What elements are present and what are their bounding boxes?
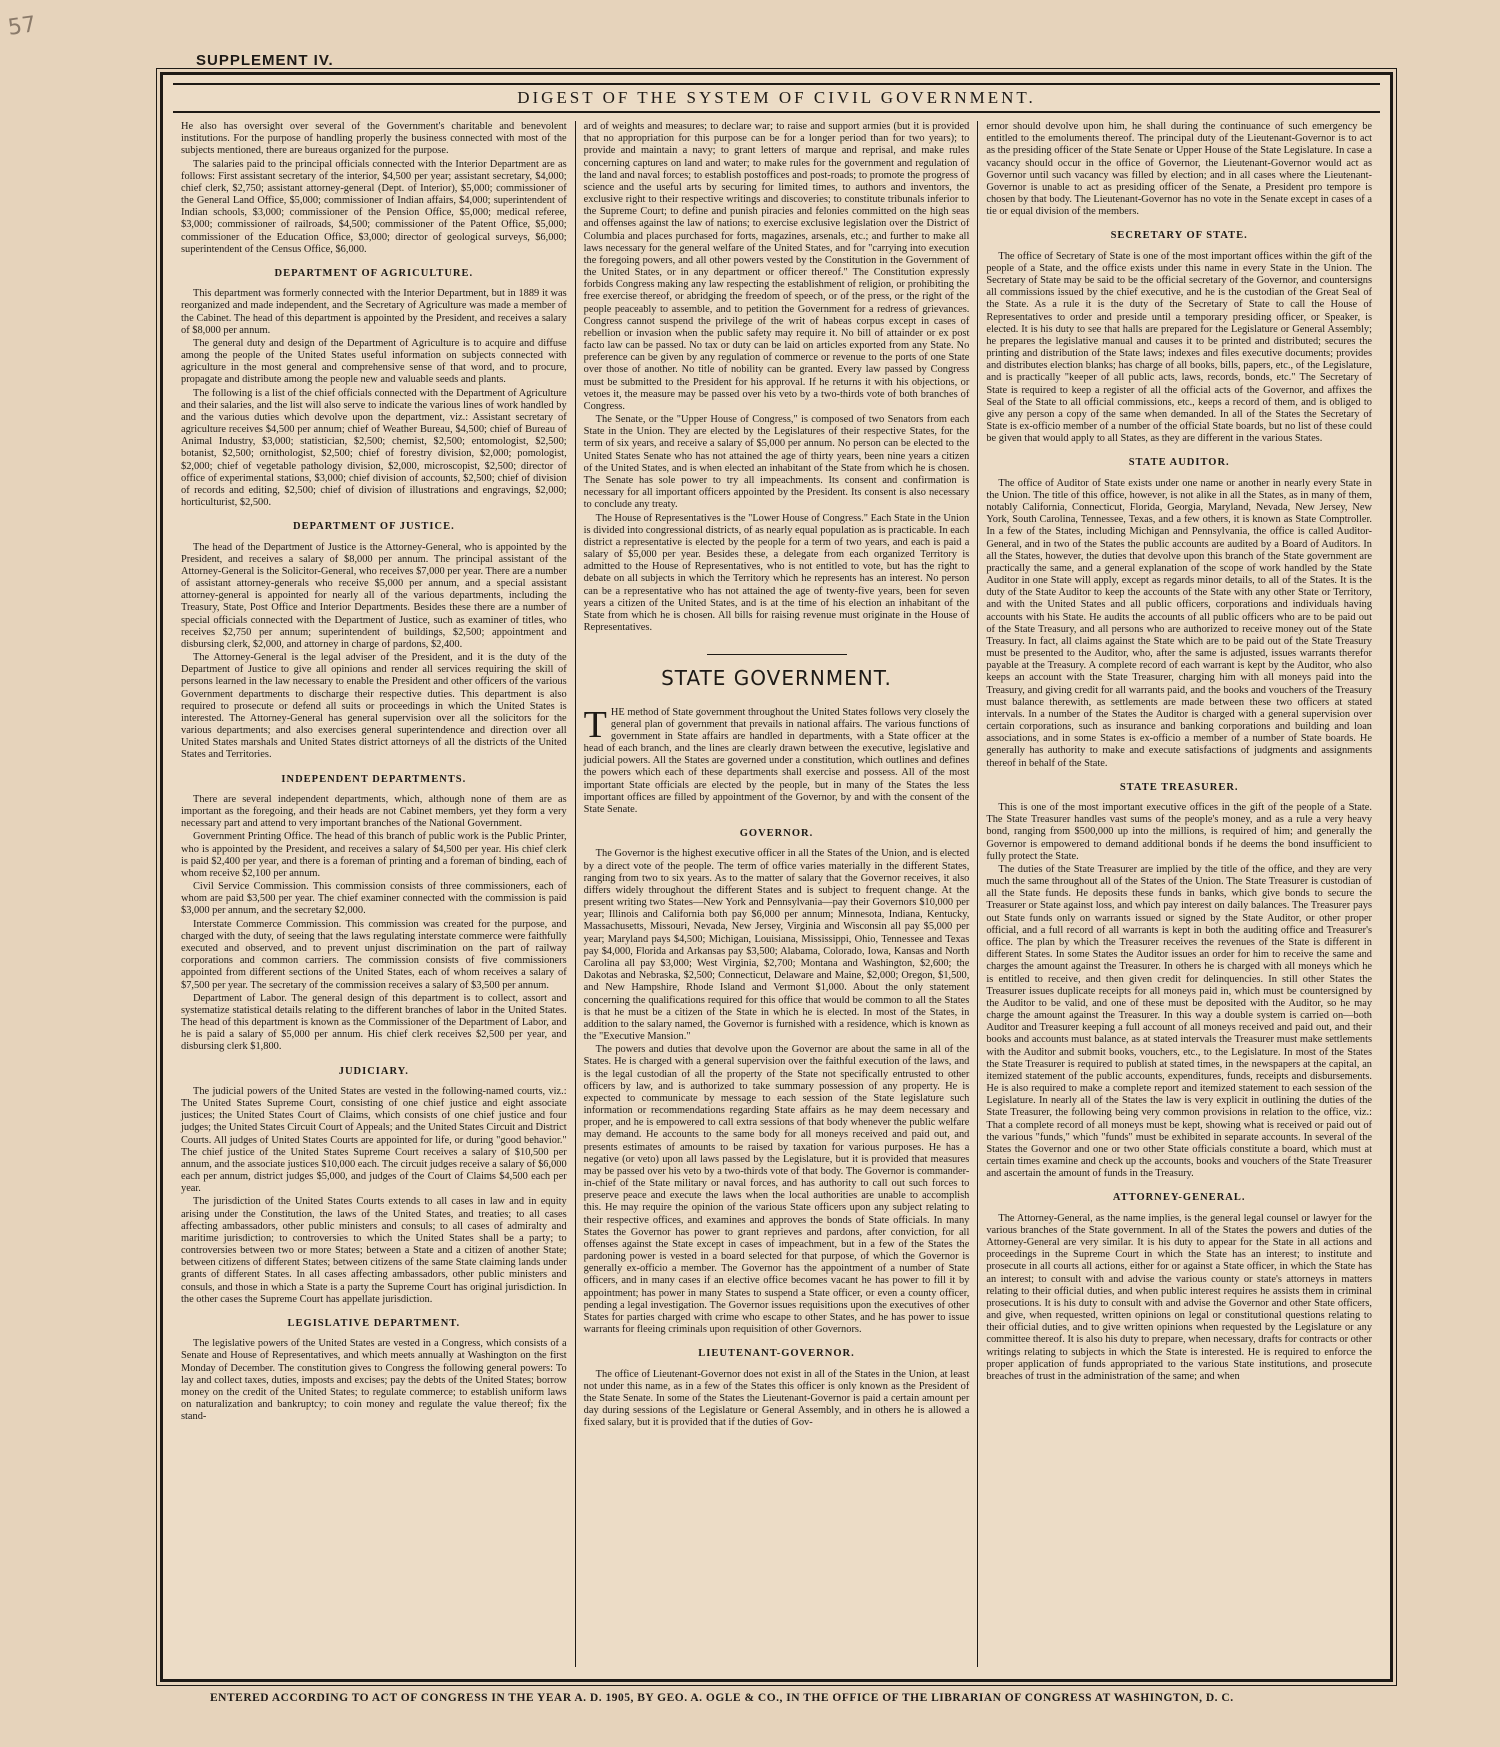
section-heading: LIEUTENANT-GOVERNOR.	[698, 1348, 855, 1360]
masthead-title: DIGEST OF THE SYSTEM OF CIVIL GOVERNMENT.	[173, 83, 1380, 113]
paragraph: The House of Representatives is the "Lower House of Congress." Each State in the Union is divided into congressional districts, of as nearly equal population as is practicable. In each district a representative is elected by the people for a term of two years, and each is paid a salary of $5,000 per year. Besides these, a delegate from each organized Territory is admitted to the House of Representatives, who is not entitled to vote, but has the right to debate on all subjects in which the Territory which he represents has an interest. No person can be a representative who has not attained the age of twenty-five years, been for seven years a citizen of the United States, and is at the time of his election an inhabitant of the State from which he is chosen. All bills for raising revenue must originate in the House of Representatives.	[583, 512, 970, 634]
state-government-header	[584, 654, 970, 690]
paragraph: The office of Lieutenant-Governor does not exist in all of the States in the Union, at least not under this name, as in a few of the States this officer is only known as the President of the State Senate. In some of the States the Lieutenant-Governor is paid a certain amount per day during sessions of the Legislature or General Assembly, and in others he is allowed a fixed salary, but it is provided that if the duties of Gov-	[583, 1368, 970, 1429]
paragraph: ernor should devolve upon him, he shall during the continuance of such emergency be entitled to the emoluments thereof. The principal duty of the Lieutenant-Governor is to act as the presiding officer of the State Senate or Upper House of the State Legislature. In case a vacancy should occur in the office of Governor, the Lieutenant-Governor would act as Governor until such vacancy was filled by election; and in all cases where the Lieutenant-Governor is unable to act as presiding officer of the Senate, a President pro tempore is chosen by that body. The Lieutenant-Governor has no vote in the Senate except in cases of a tie or equal division of the members.	[986, 121, 1373, 218]
column-1	[173, 121, 575, 1667]
margin-pencil-mark: 57	[6, 12, 38, 41]
section-heading: INDEPENDENT DEPARTMENTS.	[281, 773, 467, 785]
paragraph: The Governor is the highest executive officer in all the States of the Union, and is elected by a direct vote of the people. The term of office varies materially in the different States, ranging from two to six years. As to the matter of salary that the Governor receives, it also differs widely throughout the different States and is subject to frequent change. At the present writing two States—New York and Pennsylvania—pay their Governors $10,000 per year; Illinois and California both pay $6,000 per annum; Minnesota, Indiana, Kentucky, Massachusetts, Missouri, Nevada, New Jersey, Virginia and Wisconsin all pay $5,000 per year; Maryland pays $4,500; Michigan, Louisiana, Mississippi, Ohio, Tennessee and Texas pay $4,000, Florida and Arkansas pay $3,500; Alabama, Colorado, Iowa, Kansas and North Carolina all pay $3,000; West Virginia, $2,700; Montana and Washington, $2,600; the Dakotas and Nebraska, $2,500; Connecticut, Delaware and Maine, $2,000; Oregon, $1,500, and New Hampshire, Rhode Island and Vermont $1,000. About the only statement concerning the qualifications required for this office that would be common to all the States is that he must be a citizen of the State in which he is elected. In most of the States, in addition to the salary named, the Governor is furnished with a residence, which is known as the "Executive Mansion."	[583, 848, 970, 1043]
section-heading: ATTORNEY-GENERAL.	[1112, 1192, 1246, 1204]
paragraph: He also has oversight over several of the Government's charitable and benevolent institutions. For the purpose of handling properly the business connected with most of the subjects mentioned, there are bureaus organized for the purpose.	[181, 121, 567, 157]
paragraph: Interstate Commerce Commission. This commission was created for the purpose, and charged with the duty, of seeing that the laws regulating interstate commerce were faithfully executed and observed, and to prevent unjust discrimination on the part of railway corporations and common carriers. The commission consists of five commissioners appointed from different sections of the United States, each of whom receives a salary of $7,500 per year. The secretary of the commission receives a salary of $3,500 per annum.	[181, 918, 567, 991]
intro-paragraph	[583, 703, 970, 817]
column-3	[977, 121, 1380, 1667]
column-2	[575, 121, 978, 1667]
section-heading: DEPARTMENT OF AGRICULTURE.	[274, 267, 474, 279]
text-columns	[173, 121, 1380, 1667]
section-heading: JUDICIARY.	[338, 1065, 409, 1077]
drop-cap: T	[583, 703, 607, 746]
paragraph: ard of weights and measures; to declare war; to raise and support armies (but it is provided that no appropriation for this purpose can be for a longer period than for two years); to provide and maintain a navy; to grant letters of marque and reprisal, and make rules concerning captures on land and water; to make rules for the government and regulation of the land and naval forces; to establish postoffices and post-roads; to promote the progress of science and the useful arts by securing for limited times, to authors and inventors, the exclusive right to their respective writings and discoveries; to constitute tribunals inferior to the Supreme Court; to define and punish piracies and felonies committed on the high seas and offenses against the law of nations; to exercise exclusive legislation over the District of Columbia and places purchased for forts, magazines, arsenals, etc.; and further to make all laws necessary for the general welfare of the United States, and for "carrying into execution the foregoing powers, and all other powers vested by the Constitution in the Government of the United States, or in any department or officer thereof." The Constitution expressly forbids Congress making any law respecting the establishment of religion, or prohibiting the free exercise thereof, or abridging the freedom of speech, or of the press, or the right of the people peaceably to assemble, and to petition the Government for a redress of grievances. Congress cannot suspend the privilege of the writ of habeas corpus except in cases of rebellion or invasion when the public safety may require it. No bill of attainder or ex post facto law can be passed. No tax or duty can be laid on articles exported from any State. No preference can be given by any regulation of commerce or revenue to the ports of one State over those of another. No title of nobility can be granted. Every law passed by Congress must be submitted to the President for his approval. If he returns it with his objections, or vetoes it, the measure may be passed over his veto by a two-thirds vote of both branches of Congress.	[583, 121, 970, 412]
paragraph: The legislative powers of the United States are vested in a Congress, which consists of a Senate and House of Representatives, and which meets annually at Washington on the first Monday of December. The constitution gives to Congress the following general powers: To lay and collect taxes, duties, imposts and excises; pay the debts of the United States; borrow money on the credit of the United States; to regulate commerce; to establish uniform laws on naturalization and bankruptcy; to coin money and regulate the value thereof; fix the stand-	[181, 1338, 567, 1423]
paragraph: Department of Labor. The general design of this department is to collect, assort and systematize statistical details relating to the different branches of labor in the United States. The head of this department is known as the Commissioner of the Department of Labor, and he is paid a salary of $5,000 per annum. His chief clerk receives $2,500 per year, and disbursing clerk $1,800.	[181, 992, 567, 1053]
paragraph: The powers and duties that devolve upon the Governor are about the same in all of the States. He is charged with a general supervision over the faithful execution of the laws, and is the legal custodian of all the property of the State not specifically entrusted to other officers by law, and is authorized to take summary possession of any property. He is expected to communicate by message to each session of the State legislature such information or recommendations regarding State affairs as he may deem necessary and proper, and he is empowered to call extra sessions of that body whenever the public welfare may demand. He accounts to the same body for all moneys received and paid out, and presents estimates of amounts to be raised by taxation for various purposes. He has a negative (or veto) upon all laws passed by the Legislature, but it is provided that measures may be passed over his veto by a two-thirds vote of that body. The Governor is commander-in-chief of the State military or naval forces, and has authority to call out such forces to preserve peace and execute the laws when the local authorities are unable to accomplish this. He may require the opinion of the various State officers upon any subject relating to their respective offices, and examines and approves the bonds of State officials. In many States the Governor has power to grant reprieves and pardons, after conviction, for all offenses against the State except in cases of impeachment, but in a few of the States the pardoning power is vested in a board selected for that purpose, of which the Governor is generally ex-officio a member. The Governor has the appointment of a number of State officers, and in many cases if an elective office becomes vacant he has power to fill it by appointment; has power in many States to suspend a State officer, or even a county officer, pending a legal investigation. The Governor issues requisitions upon the executives of other States for parties charged with crime who escape to other States, and he has power to issue warrants for fleeing criminals upon requisition of other Governors.	[583, 1044, 970, 1336]
copyright-footer: ENTERED ACCORDING TO ACT OF CONGRESS IN THE YEAR A. D. 1905, BY GEO. A. OGLE & CO., IN THE OFFICE OF THE LIBRARIAN OF CONGRESS AT WASHINGTON, D. C.	[210, 1692, 1234, 1704]
page-frame	[160, 72, 1393, 1682]
paragraph: The following is a list of the chief officials connected with the Department of Agriculture and their salaries, and the list will also serve to indicate the various lines of work handled by and the various duties which devolve upon the department, viz.: Assistant secretary of agriculture receives $4,500 per annum; chief of Weather Bureau, $4,500; chief of Bureau of Animal Industry, $3,000; statistician, $2,500; chemist, $2,500; entomologist, $2,500; botanist, $2,500; ornithologist, $2,500; chief of forestry division, $2,000; pomologist, $2,000; chief of vegetable pathology division, $2,000, microscopist, $2,500; director of office of experimental stations, $3,000; chief division of accounts, $2,500; chief of division of records and editing, $2,500; chief of division of illustrations and engravings, $2,000; horticulturist, $2,500.	[181, 387, 567, 509]
paragraph-text: HE method of State government throughout the United States follows very closely the general plan of government that prevails in national affairs. The various functions of government in State affairs are handled in departments, with a State officer at the head of each branch, and the lines are clearly drawn between the executive, legislative and judicial powers. All the States are governed under a constitution, which outlines and defines the powers which each of these departments shall exercise and possess. All of the most important State officials are elected by the people, but in many of the States the less important offices are filled by appointment of the Governor, by and with the consent of the State Senate.	[583, 706, 970, 815]
section-heading: DEPARTMENT OF JUSTICE.	[292, 521, 455, 533]
paragraph: The general duty and design of the Department of Agriculture is to acquire and diffuse among the people of the United States useful information on subjects connected with agriculture in the most general and comprehensive sense of that word, and to procure, propagate and distribute among the people new and valuable seeds and plants.	[181, 337, 567, 386]
paragraph: This is one of the most important executive offices in the gift of the people of a State. The State Treasurer handles vast sums of the people's money, and as a rule a very heavy bond, ranging from $500,000 up into the millions, is required of him; and generally the Governor is empowered to demand additional bonds if he deems the bond insufficient to fully protect the State.	[986, 802, 1373, 862]
section-heading: SECRETARY OF STATE.	[1110, 230, 1248, 242]
paragraph: The Attorney-General is the legal adviser of the President, and it is the duty of the Department of Justice to give all opinions and render all services requiring the skill of persons learned in the law necessary to enable the President and other officers of the various Government departments to discharge their respective duties. This department is also required to prosecute or defend all suits or proceedings in which the United States is interested. The Attorney-General has general supervision over all the solicitors for the various departments; and also exercises general superintendence and direction over all United States marshals and United States district attorneys of all the districts of the United States and Territories.	[181, 652, 567, 761]
paragraph: There are several independent departments, which, although none of them are as important as the foregoing, and their heads are not Cabinet members, yet they form a very necessary part and attend to very important branches of the National Government.	[181, 793, 567, 830]
paragraph: The Attorney-General, as the name implies, is the general legal counsel or lawyer for the various branches of the State government. In all of the States the powers and duties of the Attorney-General are very similar. It is his duty to appear for the State in all actions and proceedings in the Supreme Court in which the State has an interest; to institute and prosecute in all courts all actions, either for or against a State officer, in which the State has an interest; to consult with and advise the various county or state's attorneys in matters relating to their official duties, and when public interest requires he assists them in criminal prosecutions. It is his duty to consult with and advise the Governor and other State officers, and give, when requested, written opinions on legal or constitutional questions relating to their official duties, and to give written opinions when requested by the Legislature or any committee thereof. It is also his duty to prepare, when necessary, drafts for contracts or other writings relating to subjects in which the State is interested. He is required to enforce the proper application of funds appropriated to the various State institutions, and prosecute breaches of trust in the administration of the same; and when	[986, 1212, 1373, 1382]
paragraph: The duties of the State Treasurer are implied by the title of the office, and they are very much the same throughout all of the States of the Union. The State Treasurer is custodian of all the State funds. He deposits these funds in banks, which give bonds to secure the Treasurer or State against loss, and which pay interest on daily balances. The Treasurer pays out State funds only on warrants issued or signed by the State Auditor, or other proper official, and a full record of all warrants is kept in both the auditing office and Treasurer's office. The plan by which the Treasurer receives the revenues of the State is different in different States. In some States the Auditor issues an order for him to receive the same and charges the amount against the Treasurer. In others he is charged with all moneys which he is entitled to receive, and then given credit for delinquencies. In still other States the Treasurer issues duplicate receipts for all moneys paid in, which must be countersigned by the Auditor to be valid, and one of these must be deposited with the Auditor, so he may charge the amount against the Treasurer. In this way a double system is carried on—both Auditor and Treasurer keeping a full account of all moneys received and paid out, and their books and accounts must balance, as at stated intervals the Treasurer must make settlements with the Auditor and submit books, vouchers, etc., to the Legislature. In most of the States the State Treasurer is required to publish at stated times, in the newspapers at the capital, an itemized statement of the public accounts, expenditures, funds, receipts and disbursements. He is also required to make a complete report and itemized statement to each session of the Legislature. In nearly all of the States the law is very explicit in outlining the duties of the State Treasurer, the following being very common provisions in relation to the office, viz.: That a complete record of all moneys must be kept, showing what is received or paid out of the various "funds," which "funds" must be exhibited in separate accounts. In several of the States the Governor and one or two other State officials constitute a board, which must at certain times examine and check up the accounts, books and vouchers of the State Treasurer and ascertain the amount of funds in the Treasury.	[986, 863, 1373, 1180]
section-heading: GOVERNOR.	[739, 828, 814, 840]
section-heading: STATE AUDITOR.	[1128, 457, 1230, 469]
paragraph: The judicial powers of the United States are vested in the following-named courts, viz.: The United States Supreme Court, consisting of one chief justice and eight associate justices; the United States Court of Claims, which consists of one chief justice and four judges; the United States Circuit Court of Appeals; and the United States Circuit and District Courts. All judges of United States Courts are appointed for life, or during "good behavior." The chief justice of the United States Supreme Court receives a salary of $10,500 per annum, and the associate justices $10,000 each. The circuit judges receive a salary of $6,000 each per annum, district judges $5,000, and judges of the Court of Claims $4,500 each per year.	[181, 1085, 567, 1195]
paragraph: Government Printing Office. The head of this branch of public work is the Public Printer, who is appointed by the President, and receives a salary of $4,500 per year. His chief clerk is paid $2,400 per year, and there is a foreman of printing and a foreman of binding, each of whom receive $2,100 per annum.	[181, 831, 567, 879]
divider-rule	[707, 654, 847, 655]
paragraph: The salaries paid to the principal officials connected with the Interior Department are as follows: First assistant secretary of the interior, $4,500 per year; assistant secretary, $4,000; chief clerk, $2,750; assistant attorney-general (Dept. of Interior), $5,000; commissioner of the General Land Office, $5,000; commissioner of Indian affairs, $4,000; superintendent of Indian schools, $3,000; commissioner of the Pension Office, $5,000; medical referee, $3,000; commissioner of railroads, $4,500; commissioner of the Patent Office, $5,000; commissioner of the Education Office, $3,000; director of geological surveys, $6,000; superintendent of the Census Office, $6,000.	[181, 158, 567, 255]
paragraph: Civil Service Commission. This commission consists of three commissioners, each of whom are paid $3,500 per year. The chief examiner connected with the commission is paid $3,000 per annum, and the secretary $2,000.	[181, 881, 567, 917]
paragraph: The office of Secretary of State is one of the most important offices within the gift of the people of a State, and the office exists under this name in every State in the Union. The Secretary of State may be said to be the official secretary of the Governor, and countersigns all commissions issued by the chief executive, and he is the custodian of the Great Seal of the State. As a rule it is the duty of the Secretary of State to call the House of Representatives to order and preside until a temporary presiding officer, or Speaker, is elected. It is his duty to see that halls are prepared for the Legislature or General Assembly; he prepares the legislative manual and causes it to be printed and distributed; secures the printing and distribution of the State laws; indexes and files executive documents; provides and distributes election blanks; has charge of all books, bills, papers, etc., of the Legislature, and is practically "keeper of all public acts, laws, records, bonds, etc." The Secretary of State is required to keep a register of all the official acts of the Governor, and affixes the Seal of the State to all official commissions, etc., keeps a record of them, and is obliged to give any person a copy of the same when demanded. In all of the States the Secretary of State is ex-officio member of a number of the official State boards, but no list of these could be given that would apply to all States, as they are different in the various States.	[986, 250, 1373, 445]
paragraph: This department was formerly connected with the Interior Department, but in 1889 it was reorganized and made independent, and the Secretary of Agriculture was made a member of the Cabinet. The head of this department is appointed by the President, and receives a salary of $8,000 per annum.	[181, 288, 567, 336]
paragraph: The Senate, or the "Upper House of Congress," is composed of two Senators from each State in the Union. They are elected by the Legislatures of their respective States, for the term of six years, and receive a salary of $5,000 per annum. No person can be elected to the United States Senate who has not attained the age of thirty years, been nine years a citizen of the United States, and is when elected an inhabitant of the State from which he is chosen. The Senate has sole power to try all impeachments. Its consent and confirmation is necessary for all important officers appointed by the President. Its consent is also necessary to conclude any treaty.	[583, 414, 970, 511]
paragraph: The office of Auditor of State exists under one name or another in nearly every State in the Union. The title of this office, however, is not alike in all the States, as in many of them, notably California, Connecticut, Florida, Georgia, Maryland, Nevada, New Jersey, New York, South Carolina, Tennessee, Texas, and a few others, it is known as State Comptroller. In a few of the States, including Michigan and Pennsylvania, the office is called Auditor-General, and in two of the States the public accounts are audited by a Board of Auditors. In all the States, however, the duties that devolve upon this branch of the State government are practically the same, and a general explanation of the scope of work handled by the State Auditor in one State will apply, except as regards minor details, to all of the States. It is the duty of the State Auditor to keep the accounts of the State with any other State or Territory, and with the United States and all public officers, corporations and individuals having accounts with his State. He audits the accounts of all public officers who are to be paid out of the State Treasury, and all persons who are authorized to receive money out of the State Treasury. In fact, all claims against the State which are to be paid out of the State Treasury must be presented to the Auditor, who, after the same is adjusted, issues warrants therefor payable at the Treasury. A complete record of each warrant is kept by the Auditor, who also keeps an account with the State Treasurer, charging him with all moneys paid into the Treasury, and giving credit for all warrants paid, and the books and vouchers of the Treasury must balance therewith, as settlements are made between these two officers at stated intervals. In a number of the States the Auditor is charged with a general supervision over certain corporations, such as insurance and banking corporations and building and loan associations, and in some States is ex-officio a member of a number of State boards. He generally has authority to make and execute satisfactions of judgments and assignments thereof in behalf of the State.	[986, 477, 1373, 769]
state-government-title: STATE GOVERNMENT.	[661, 666, 892, 691]
supplement-label: SUPPLEMENT IV.	[196, 52, 334, 69]
paragraph: The jurisdiction of the United States Courts extends to all cases in law and in equity arising under the Constitution, the laws of the United States, and treaties; to all cases affecting ambassadors, other public ministers and consuls; to all cases of admiralty and maritime jurisdiction; to controversies to which the United States shall be a party; to controversies between two or more States; between a State and a citizen of another State; between citizens of different States; between citizens of the same State claiming lands under grants of different States. In all cases affecting ambassadors, other public ministers and consuls, and those in which a State is a party the Supreme Court has original jurisdiction. In the other cases the Supreme Court has appellate jurisdiction.	[181, 1196, 567, 1305]
paragraph: The head of the Department of Justice is the Attorney-General, who is appointed by the President, and receives a salary of $8,000 per annum. The principal assistant of the Attorney-General is the Solicitor-General, who receives $7,000 per year. There are a number of assistant attorney-generals who receive $5,000 per annum, and a special assistant attorney-general is appointed for nearly all of the various departments, including the Treasury, State, Post Office and Interior Departments. Besides these there are a number of special officials connected with the Department of Justice, such as examiner of titles, who receives $2,750 per annum; superintendent of buildings, $2,500; appointment and disbursing clerk, $2,000, and attorney in charge of pardons, $2,400.	[181, 541, 567, 650]
section-heading: LEGISLATIVE DEPARTMENT.	[287, 1317, 461, 1329]
section-heading: STATE TREASURER.	[1119, 781, 1239, 793]
